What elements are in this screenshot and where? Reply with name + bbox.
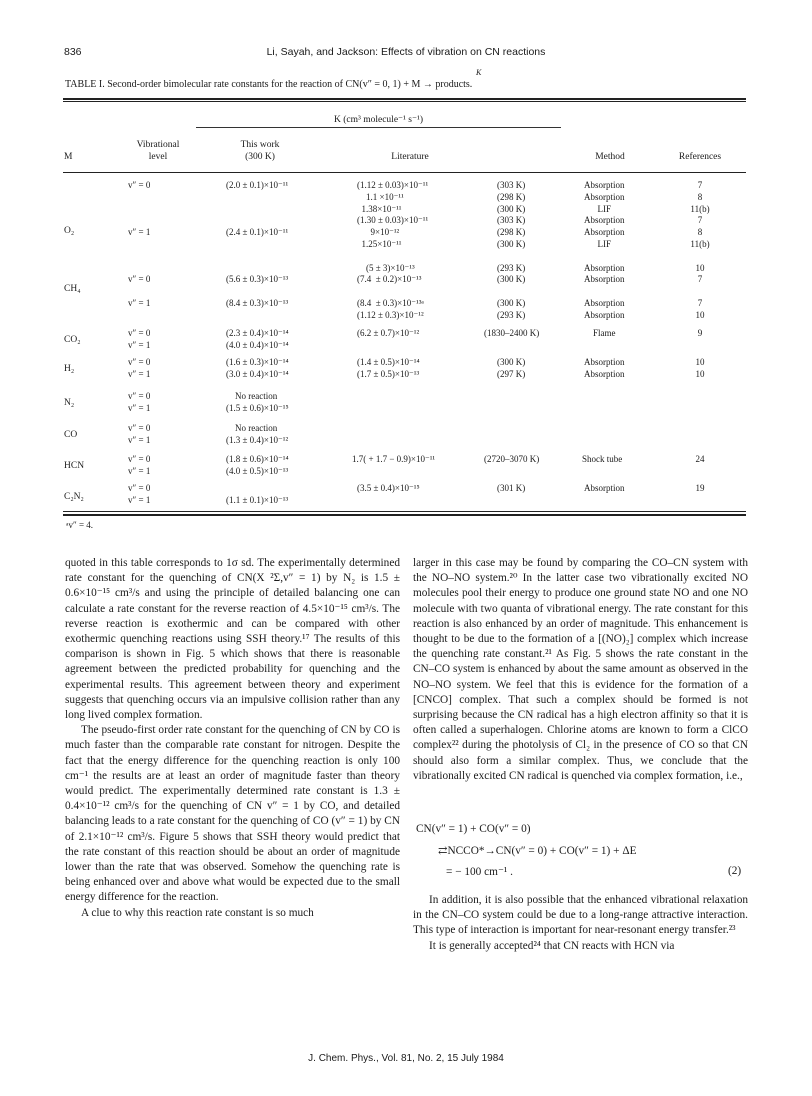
row-o2-method: Absorption Absorption LIF Absorption Absorption LIF Absorption Absorption xyxy=(584,180,625,285)
row-co2-temp: (1830–2400 K) xyxy=(484,328,540,338)
row-co2-refs: 9 xyxy=(697,328,703,338)
row-ch4-temp: (300 K) (293 K) xyxy=(497,298,526,320)
table-bottom-rule xyxy=(63,511,746,512)
equation-line-1: CN(v″ = 1) + CO(v″ = 0) xyxy=(416,823,531,835)
row-o2-m: O₂ xyxy=(64,226,75,236)
row-co2-level: v″ = 0 v″ = 1 xyxy=(128,328,151,350)
row-co-thiswork: No reaction (1.3 ± 0.4)×10⁻¹² xyxy=(226,423,289,445)
row-hcn-level: v″ = 0 v″ = 1 xyxy=(128,454,151,476)
arrow-label: K xyxy=(476,68,482,77)
row-h2-m: H₂ xyxy=(64,364,75,374)
row-ch4-m: CH₄ xyxy=(64,284,81,294)
equation-line-3: = − 100 cm⁻¹ . xyxy=(446,866,513,878)
row-h2-refs: 10 10 xyxy=(695,357,705,379)
paragraph: larger in this case may be found by comparing the CO–CN system with the NO–NO system.²⁰ In the latter case two vibrationally excited NO molecules pool their energy to produce one ground state NO and one NO molecule with two quanta of vibrational energy. The rate constant for this reaction is also enhanced by an order of magnitude. This enhancement is thought to be due to the formation of a [(NO)₂] complex which increase the quenching rate constant.²¹ As Fig. 5 shows the rate constant in the CN–CO system is enhanced by about the same amount as observed in the NO–NO system. We feel that this is evidence for the formation of a [CNCO] complex. That such a complex should be formed is not surprising because the CN radical has a high electron affinity so that it is often called a superhalogen. Chlorine atoms are known to form a ClCO complex²² during the photolysis of Cl₂ in the presence of CO so that CN should also form a similar complex. Thus, we conclude that the vibrationally excited CN radical is quenched via complex formation, i.e., xyxy=(413,557,748,782)
row-hcn-temp: (2720–3070 K) xyxy=(484,454,540,464)
paragraph: The pseudo-first order rate constant for the quenching of CN by CO is much faster than the comparable rate constant for nitrogen. Despite the fact that the energy difference for the quenching reaction is only 100 cm⁻¹ the results are at least an order of magnitude faster than theory would predict. The experimentally determined rate constant is 1.3 ± 0.4×10⁻¹² cm³/s for the quenching of CN v″ = 1 by CO, and detailed balancing leads to a rate constant for the quenching of CO (v″ = 1) by CN of 2.1×10⁻¹² cm³/s. Figure 5 shows that SSH theory would predict that the rate constant of this reaction should be about an order of magnitude lower than the rate that was observed. Somehow the quenching rate is being enhanced over and above what would be expected due to the small energy difference for the reaction. xyxy=(65,724,400,904)
row-n2-m: N₂ xyxy=(64,398,75,408)
row-c2n2-thiswork: (1.1 ± 0.1)×10⁻¹³ xyxy=(226,494,289,505)
row-ch4-thiswork: (8.4 ± 0.3)×10⁻¹³ xyxy=(226,298,289,308)
row-o2-refs: 7 8 11(b) 7 8 11(b) 10 7 xyxy=(690,180,710,285)
row-co2-method: Flame xyxy=(593,328,616,338)
row-c2n2-method: Absorption xyxy=(584,483,625,493)
row-co-level: v″ = 0 v″ = 1 xyxy=(128,423,151,445)
k-units-header: K (cm³ molecule⁻¹ s⁻¹) xyxy=(333,115,423,125)
paragraph: In addition, it is also possible that the enhanced vibrational relaxation in the CN–CO system could be due to a long-range attractive interaction. This type of interaction is important for near-resonant energy transfer.²³ xyxy=(413,894,748,937)
row-n2-level: v″ = 0 v″ = 1 xyxy=(128,391,151,413)
row-co2-m: CO₂ xyxy=(64,335,81,345)
row-h2-level: v″ = 0 v″ = 1 xyxy=(128,357,151,379)
row-h2-literature: (1.4 ± 0.5)×10⁻¹⁴ (1.7 ± 0.5)×10⁻¹³ xyxy=(357,357,420,379)
row-c2n2-level: v″ = 0 v″ = 1 xyxy=(128,483,151,505)
body-right-column xyxy=(413,556,748,784)
row-o2-temp: (303 K) (298 K) (300 K) (303 K) (298 K) (300 K) (293 K) (300 K) xyxy=(497,180,526,285)
row-c2n2-refs: 19 xyxy=(695,483,705,493)
row-ch4-literature: (8.4 ± 0.3)×10⁻¹³ᵃ (1.12 ± 0.3)×10⁻¹² xyxy=(357,298,424,320)
row-ch4-method: Absorption Absorption xyxy=(584,298,625,320)
journal-footer: J. Chem. Phys., Vol. 81, No. 2, 15 July 1984 xyxy=(308,1053,504,1064)
row-co2-literature: (6.2 ± 0.7)×10⁻¹² xyxy=(357,328,420,338)
col-vib-1: Vibrational xyxy=(136,140,180,150)
col-vib-2: level xyxy=(148,152,168,162)
header-bottom-rule xyxy=(63,172,746,173)
row-co-m: CO xyxy=(64,430,78,440)
row-ch4-refs: 7 10 xyxy=(695,298,705,320)
row-h2-thiswork: (1.6 ± 0.3)×10⁻¹⁴ (3.0 ± 0.4)×10⁻¹⁴ xyxy=(226,357,289,379)
row-ch4-level: v″ = 1 xyxy=(128,298,151,308)
col-references: References xyxy=(678,152,722,162)
row-hcn-thiswork: (1.8 ± 0.6)×10⁻¹⁴ (4.0 ± 0.5)×10⁻¹³ xyxy=(226,454,289,476)
row-n2-thiswork: No reaction (1.5 ± 0.6)×10⁻¹⁵ xyxy=(226,391,289,413)
table-bottom-rule-2 xyxy=(63,514,746,516)
row-o2-thiswork: (2.0 ± 0.1)×10⁻¹¹ (2.4 ± 0.1)×10⁻¹¹ (5.6 ± 0.3)×10⁻¹³ xyxy=(226,180,289,285)
row-h2-method: Absorption Absorption xyxy=(584,357,625,379)
page-number: 836 xyxy=(64,46,82,58)
col-thiswork-2: (300 K) xyxy=(245,152,275,162)
row-o2-literature: (1.12 ± 0.03)×10⁻¹¹ 1.1 ×10⁻¹¹ 1.38×10⁻¹¹ (1.30 ± 0.03)×10⁻¹¹ 9×10⁻¹² 1.25×10⁻¹¹ (5 ± 3)×10⁻¹³ (7.4 ± 0.2)×10⁻¹³ xyxy=(357,180,429,285)
body-left-column xyxy=(65,556,400,921)
row-co2-thiswork: (2.3 ± 0.4)×10⁻¹⁴ (4.0 ± 0.4)×10⁻¹⁴ xyxy=(226,328,289,350)
col-literature: Literature xyxy=(391,152,429,162)
row-c2n2-m: C₂N₂ xyxy=(64,492,84,502)
equation-number: (2) xyxy=(728,865,742,877)
paragraph: It is generally accepted²⁴ that CN reacts with HCN via xyxy=(429,939,675,952)
table-footnote: ᵃv″ = 4. xyxy=(66,520,94,530)
row-hcn-refs: 24 xyxy=(695,454,705,464)
row-c2n2-literature: (3.5 ± 0.4)×10⁻¹⁵ xyxy=(357,483,420,493)
equation-line-2: ⇄NCCO*→CN(v″ = 0) + CO(v″ = 1) + ΔE xyxy=(438,845,637,857)
table-caption: TABLE I. Second-order bimolecular rate constants for the reaction of CN(v″ = 0, 1) + M → products. xyxy=(65,79,473,90)
running-title: Li, Sayah, and Jackson: Effects of vibration on CN reactions xyxy=(266,46,546,58)
col-thiswork-1: This work xyxy=(240,140,280,150)
row-h2-temp: (300 K) (297 K) xyxy=(497,357,526,379)
table-top-rule xyxy=(63,98,746,100)
col-method: Method xyxy=(595,152,625,162)
row-hcn-literature: 1.7( + 1.7 − 0.9)×10⁻¹¹ xyxy=(352,454,436,464)
body-right-column-lower xyxy=(413,893,748,954)
row-hcn-method: Shock tube xyxy=(582,454,623,464)
row-o2-level: v″ = 0 v″ = 1 v″ = 0 xyxy=(128,180,151,285)
paragraph: quoted in this table corresponds to 1σ sd. The experimentally determined rate constant for the quenching of CN(X ²Σ,v″ = 1) by N₂ is 1.5 ± 0.6×10⁻¹⁵ cm³/s and using the principle of detailed balancing one can calculate a rate constant for the reverse reaction of 4.5×10⁻¹⁵ cm³/s. The reverse reaction is exothermic and can be compared with other exothermic quenching reactions using SSH theory.¹⁷ The results of this comparison is shown in Fig. 5 which shows that there is reasonable agreement between the predicted probability for quenching and the experimental results. This agreement between theory and experiment suggests that quenching occurs via an impulsive collision rather than any long lived complex formation. xyxy=(65,557,400,722)
table-top-rule-2 xyxy=(63,101,746,102)
k-span-rule xyxy=(196,127,561,128)
row-c2n2-temp: (301 K) xyxy=(497,483,526,493)
paragraph: A clue to why this reaction rate constant is so much xyxy=(81,906,314,919)
col-m: M xyxy=(64,152,73,162)
row-hcn-m: HCN xyxy=(64,461,85,471)
